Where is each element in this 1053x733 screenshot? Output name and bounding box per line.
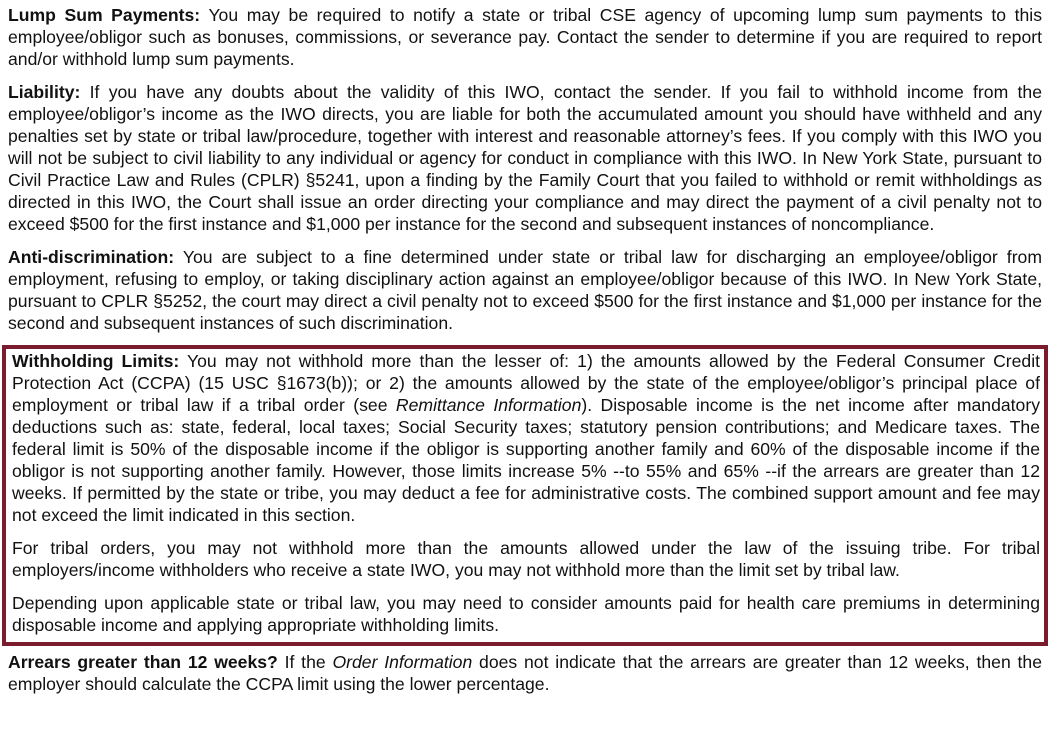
lump-sum-text: You may be required to notify a state or tribal CSE agency of upcoming lump sum payments to this employee/obligor such as bonuses, commissions, or severance pay. Contact the sender to determine if you are required to report and/or withhold lump sum payments. [8, 5, 1042, 69]
arrears-paragraph [8, 651, 1042, 695]
arrears-text-before: If the [277, 652, 333, 672]
arrears-text-after: does not indicate that the arrears are greater than 12 weeks, then the employer should calculate the CCPA limit using the lower percentage. [8, 652, 1042, 694]
lump-sum-paragraph [8, 4, 1042, 70]
liability-text: If you have any doubts about the validity of this IWO, contact the sender. If you fail to withhold income from the employee/obligor’s income as the IWO directs, you are liable for both the accumulated amount you should have withheld and any penalties set by state or tribal law/procedure, together with interest and reasonable attorney’s fees. If you comply with this IWO you will not be subject to civil liability to any individual or agency for conduct in compliance with this IWO. In New York State, pursuant to Civil Practice Law and Rules (CPLR) §5241, upon a finding by the Family Court that you failed to withhold or remit withholdings as directed in this IWO, the Court shall issue an order directing your compliance and may direct the payment of a civil penalty not to exceed $500 for the first instance and $1,000 per instance for the second and subsequent instances of noncompliance. [8, 82, 1042, 234]
withholding-limits-text-before: You may not withhold more than the lesser of: 1) the amounts allowed by the Federal Consumer Credit Protection Act (CCPA) (15 USC §1673(b)); or 2) the amounts allowed by the state of the employee/obligor’s principal place of employment or tribal law if a tribal order (see [12, 351, 1041, 415]
tribal-orders-paragraph: For tribal orders, you may not withhold more than the amounts allowed under the law of the issuing tribe. For tribal employers/income withholders who receive a state IWO, you may not withhold more than the limit set by tribal law. [12, 538, 1040, 580]
liability-heading: Liability: [8, 82, 81, 102]
withholding-limits-paragraph [12, 350, 1040, 526]
lump-sum-heading: Lump Sum Payments: [8, 5, 201, 25]
order-information-ref: Order Information [332, 652, 473, 672]
withholding-limits-box [2, 345, 1048, 646]
anti-discrimination-paragraph [8, 246, 1042, 334]
health-care-paragraph: Depending upon applicable state or tribal law, you may need to consider amounts paid for health care premiums in determining disposable income and applying appropriate withholding limits. [12, 593, 1040, 635]
liability-paragraph [8, 81, 1042, 235]
document-page [8, 4, 1042, 706]
withholding-limits-heading: Withholding Limits: [12, 351, 180, 371]
arrears-heading: Arrears greater than 12 weeks? [8, 652, 278, 672]
remittance-information-ref: Remittance Information [395, 395, 582, 415]
withholding-limits-text-after: ). Disposable income is the net income after mandatory deductions such as: state, federal, local taxes; Social Security taxes; statutory pension contributions; and Medicare taxes. The federal limit is 50% of the disposable income if the obligor is supporting another family and 60% of the disposable income if the obligor is not supporting another family. However, those limits increase 5% --to 55% and 65% --if the arrears are greater than 12 weeks. If permitted by the state or tribe, you may deduct a fee for administrative costs. The combined support amount and fee may not exceed the limit indicated in this section. [12, 395, 1040, 525]
anti-discrimination-heading: Anti-discrimination: [8, 247, 175, 267]
anti-discrimination-text: You are subject to a fine determined under state or tribal law for discharging an employee/obligor from employment, refusing to employ, or taking disciplinary action against an employee/obligor because of this IWO. In New York State, pursuant to CPLR §5252, the court may direct a civil penalty not to exceed $500 for the first instance and $1,000 per instance for the second and subsequent instances of such discrimination. [8, 247, 1042, 333]
